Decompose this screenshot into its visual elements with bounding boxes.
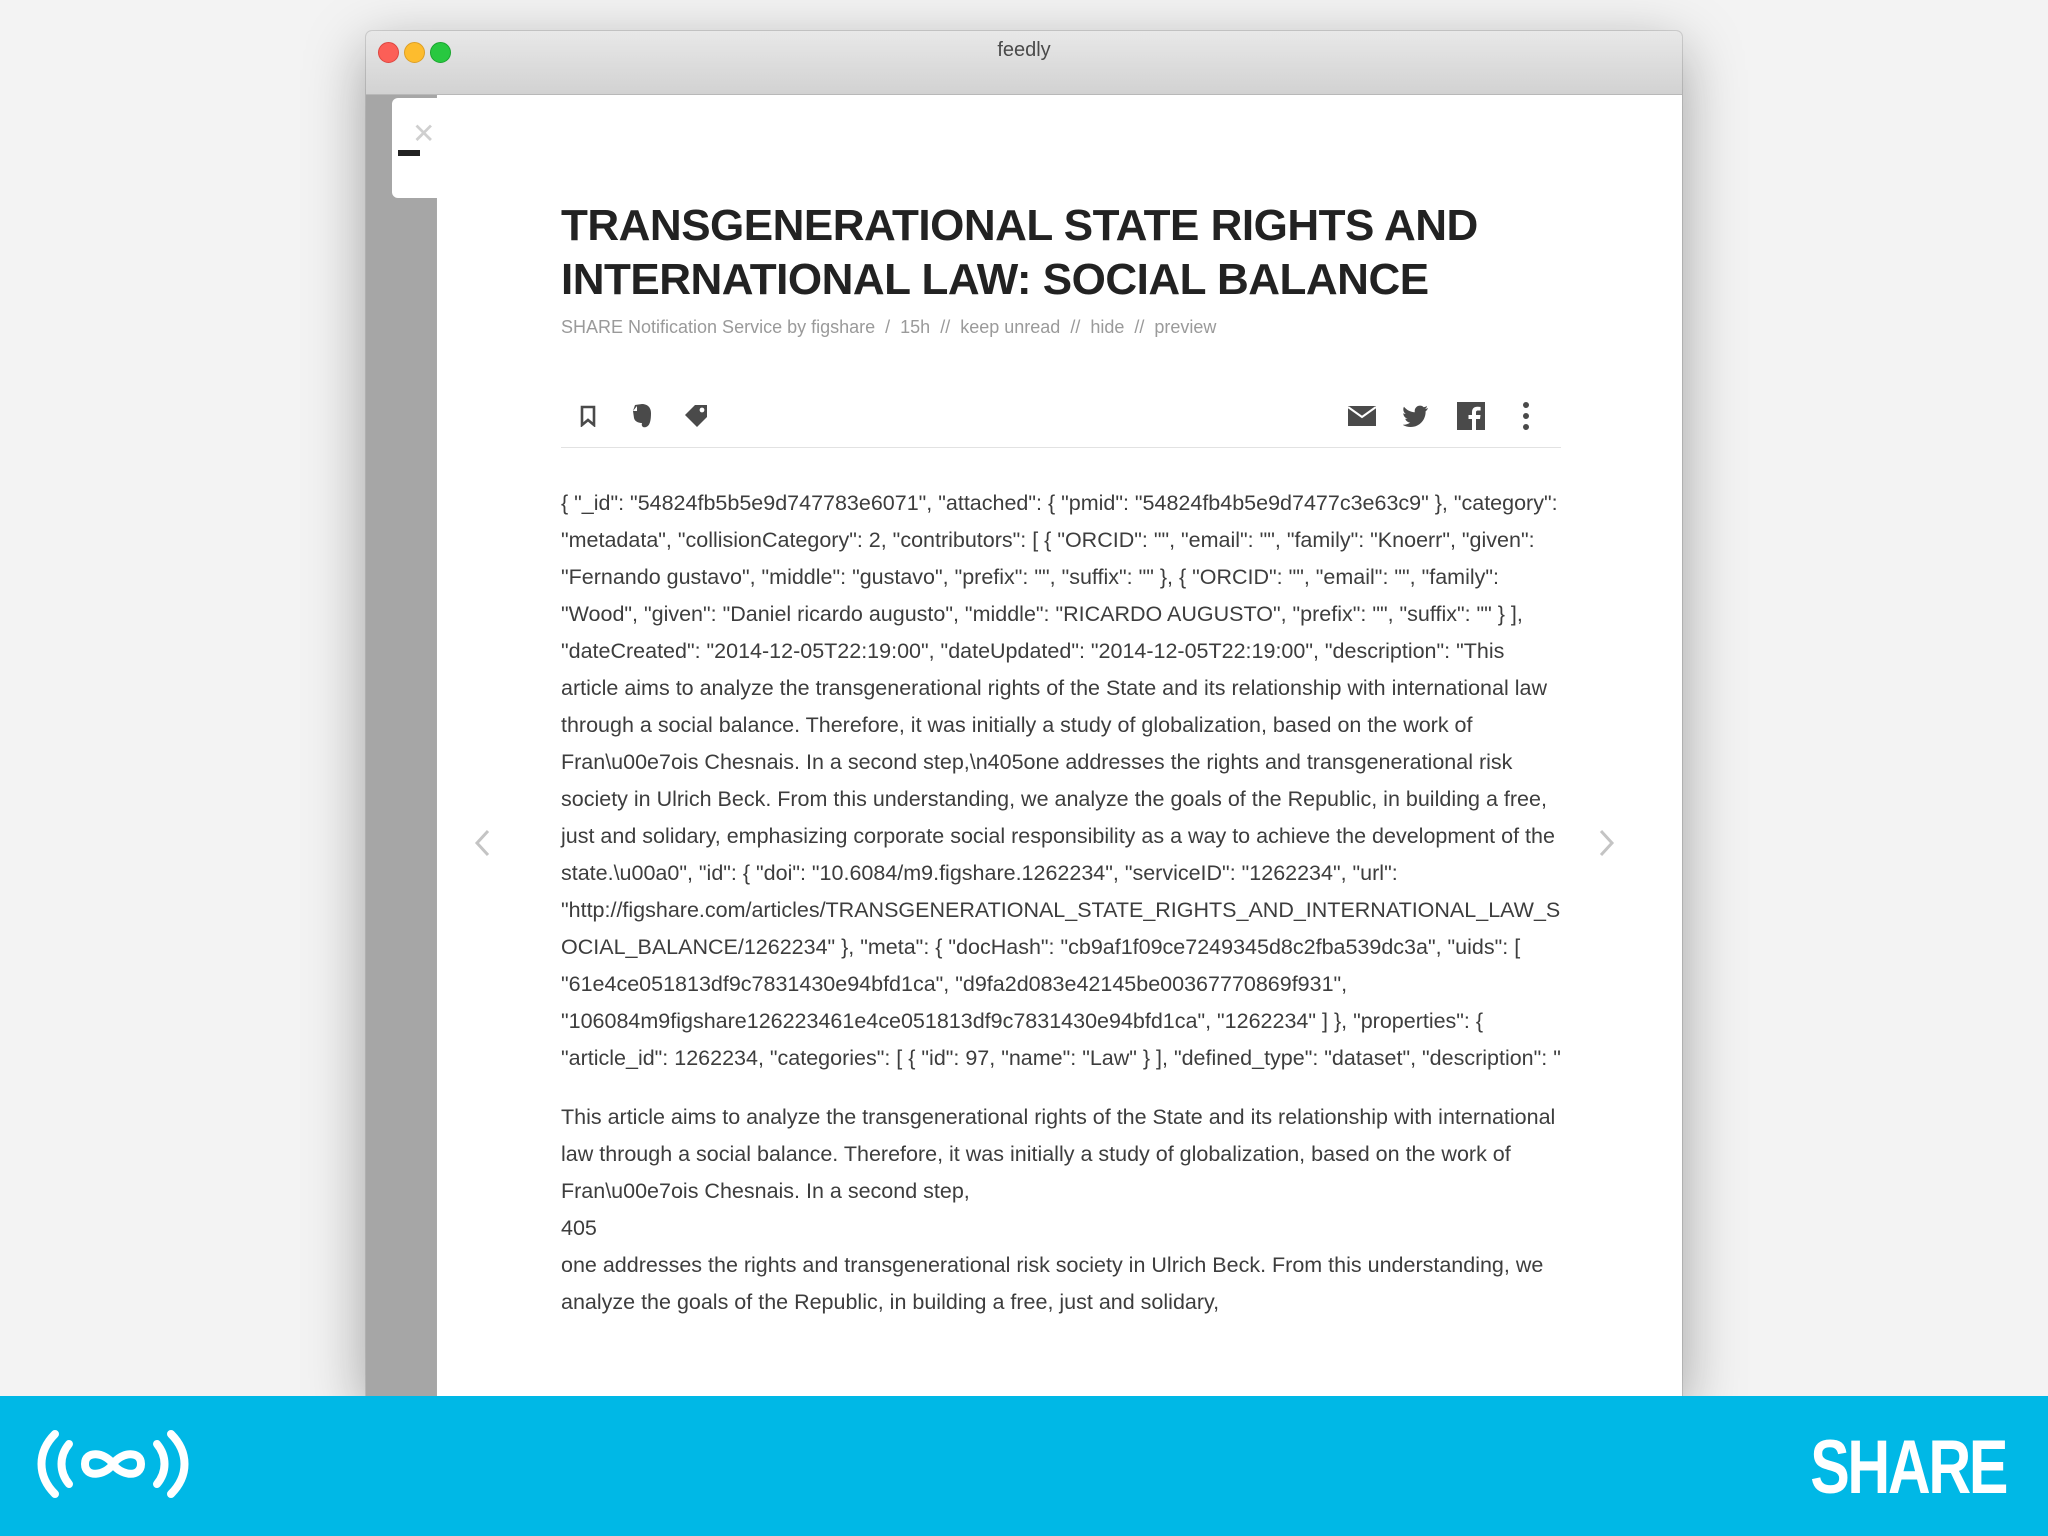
chevron-left-icon xyxy=(473,828,491,858)
window-title: feedly xyxy=(997,39,1051,61)
description-line: This article aims to analyze the transgenerational rights of the State and its relationship with international law through a social balance. Therefore, it was initially a study of globalization, based on the work of Fran\u00e7ois Chesnais. In a second step, xyxy=(561,1105,1556,1203)
description-line: 405 xyxy=(561,1216,597,1240)
meta-separator: / xyxy=(885,317,891,337)
source-link[interactable]: SHARE Notification Service by figshare xyxy=(561,317,876,337)
article-age: 15h xyxy=(900,317,931,337)
bookmark-icon xyxy=(580,405,596,427)
evernote-icon xyxy=(629,402,655,430)
share-broadcast-logo-icon xyxy=(33,1424,193,1504)
title-bar[interactable] xyxy=(366,31,1682,95)
description-line: one addresses the rights and transgenerational risk society in Ulrich Beck. From this understanding, we analyze the goals of the Republic, in building a free, just and solidary, xyxy=(561,1253,1544,1314)
previous-article-button[interactable] xyxy=(467,823,497,863)
article-json-body: { "_id": "54824fb5b5e9d747783e6071", "attached": { "pmid": "54824fb4b5e9d7477c3e63c9" }, "category": "metadata", "collisionCategory": 2, "contributors": [ { "ORCID": "", "email": "", "family": "Knoerr", "given": "Fernando gustavo", "middle": "gustavo", "prefix": "", "suffix": "" }, { "ORCID": "", "email": "", "family": "Wood", "given": "Daniel ricardo augusto", "middle": "RICARDO AUGUSTO", "prefix": "", "suffix": "" } ], "dateCreated": "2014-12-05T22:19:00", "dateUpdated": "2014-12-05T22:19:00", "description": "This article aims to analyze the transgenerational rights of the State and its relationship with international law through a social balance. Therefore, it was initially a study of globalization, based on the work of Fran\u00e7ois Chesnais. In a second step,\n405one addresses the rights and transgenerational risk society in Ulrich Beck. From this understanding, we analyze the goals of the Republic, in building a free, just and solidary, emphasizing corporate social responsibility as a way to achieve the development of the state.\u00a0", "id": { "doi": "10.6084/m9.figshare.1262234", "serviceID": "1262234", "url": "http://figshare.com/articles/TRANSGENERATIONAL_STATE_RIGHTS_AND_INTERNATIONAL_LAW_SOCIAL_BALANCE/1262234" }, "meta": { "docHash": "cb9af1f09ce7249345d8c2fba539dc3a", "uids": [ "61e4ce051813df9c7831430e94bfd1ca", "d9fa2d083e42145be00367770869f931", "106084m9figshare126223461e4ce051813df9c7831430e94bfd1ca", "1262234" ] }, "properties": { "article_id": 1262234, "categories": [ { "id": 97, "name": "Law" } ], "defined_type": "dataset", "description": " xyxy=(561,491,1561,1070)
article-title[interactable]: TRANSGENERATIONAL STATE RIGHTS AND INTERNATIONAL LAW: SOCIAL BALANCE xyxy=(561,201,1478,304)
left-sidebar-strip xyxy=(366,95,436,1397)
article-meta xyxy=(561,317,1216,338)
mail-icon xyxy=(1347,405,1377,427)
chevron-right-icon xyxy=(1598,828,1616,858)
meta-separator: // xyxy=(940,317,951,337)
article-panel xyxy=(437,95,1682,1397)
menu-mark xyxy=(398,150,420,156)
share-email-button[interactable] xyxy=(1347,401,1377,431)
tag-icon xyxy=(682,402,710,430)
meta-separator: // xyxy=(1134,317,1145,337)
more-vertical-icon xyxy=(1522,401,1530,431)
twitter-icon xyxy=(1403,405,1429,427)
more-options-button[interactable] xyxy=(1511,401,1541,431)
article-toolbar xyxy=(561,387,1561,448)
keep-unread-link[interactable]: keep unread xyxy=(960,317,1061,337)
share-footer-bar xyxy=(0,1396,2048,1536)
share-brand-text: SHARE xyxy=(1810,1425,2006,1510)
share-facebook-button[interactable] xyxy=(1456,401,1486,431)
save-for-later-button[interactable] xyxy=(573,401,603,431)
evernote-button[interactable] xyxy=(627,401,657,431)
meta-separator: // xyxy=(1070,317,1081,337)
hide-link[interactable]: hide xyxy=(1090,317,1125,337)
article-content xyxy=(561,485,1561,1343)
facebook-icon xyxy=(1457,402,1485,430)
article-description xyxy=(561,1099,1561,1321)
tag-button[interactable] xyxy=(681,401,711,431)
share-twitter-button[interactable] xyxy=(1401,401,1431,431)
next-article-button[interactable] xyxy=(1592,823,1622,863)
close-icon[interactable]: ✕ xyxy=(412,118,436,149)
preview-link[interactable]: preview xyxy=(1154,317,1217,337)
feedly-window xyxy=(366,31,1682,1397)
